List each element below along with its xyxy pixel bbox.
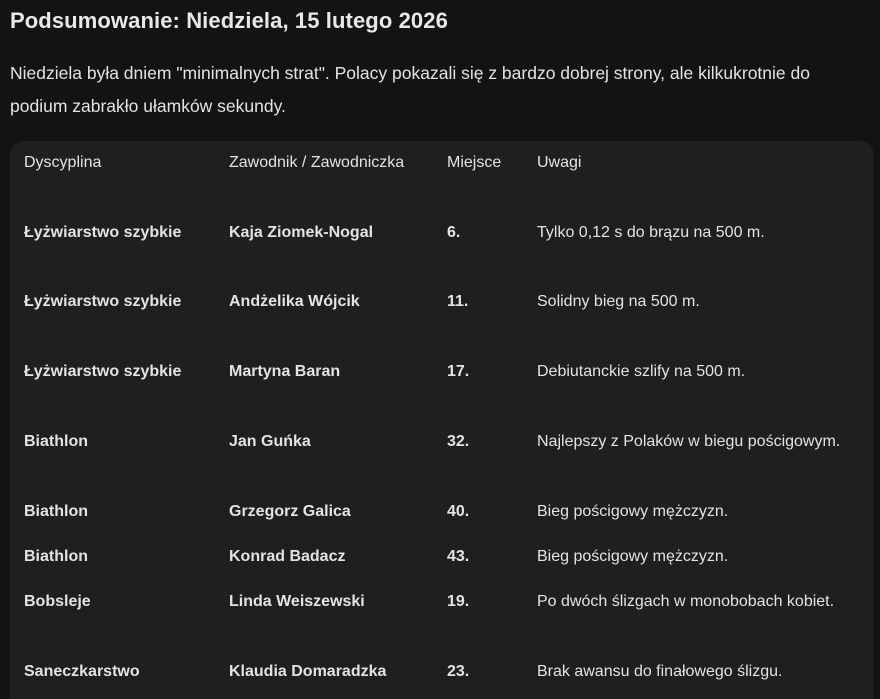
cell-notes: Debiutanckie szlify na 500 m. — [537, 363, 746, 380]
cell-discipline: Biathlon — [24, 433, 88, 450]
cell-place: 23. — [447, 663, 470, 680]
cell-athlete: Klaudia Domaradzka — [229, 663, 387, 680]
cell-athlete: Konrad Badacz — [229, 548, 346, 565]
cell-athlete: Grzegorz Galica — [229, 503, 351, 520]
header-discipline: Dyscyplina — [24, 154, 102, 171]
results-table — [10, 141, 874, 699]
cell-place: 43. — [447, 548, 470, 565]
cell-notes: Brak awansu do finałowego ślizgu. — [537, 663, 783, 680]
cell-athlete: Kaja Ziomek-Nogal — [229, 224, 374, 241]
cell-notes: Bieg pościgowy mężczyzn. — [537, 503, 729, 520]
cell-notes: Solidny bieg na 500 m. — [537, 293, 700, 310]
header-notes: Uwagi — [537, 154, 582, 171]
cell-discipline: Łyżwiarstwo szybkie — [24, 293, 182, 310]
cell-place: 11. — [447, 293, 469, 310]
cell-place: 17. — [447, 363, 470, 380]
page-title: Podsumowanie: Niedziela, 15 lutego 2026 — [10, 8, 448, 33]
cell-athlete: Jan Guńka — [229, 433, 311, 450]
cell-discipline: Saneczkarstwo — [24, 663, 140, 680]
cell-athlete: Linda Weiszewski — [229, 593, 365, 610]
header-athlete: Zawodnik / Zawodniczka — [229, 154, 405, 171]
cell-place: 32. — [447, 433, 470, 450]
cell-discipline: Biathlon — [24, 548, 88, 565]
header-place: Miejsce — [447, 154, 502, 171]
cell-discipline: Biathlon — [24, 503, 88, 520]
cell-athlete: Martyna Baran — [229, 363, 341, 380]
cell-notes: Tylko 0,12 s do brązu na 500 m. — [537, 224, 765, 241]
cell-place: 6. — [447, 224, 461, 241]
cell-notes: Po dwóch ślizgach w monobobach kobiet. — [537, 593, 835, 610]
intro-paragraph: Niedziela była dniem "minimalnych strat". Polacy pokazali się z bardzo dobrej strony, ale kilkukrotnie do podium zabrakło ułamków sekundy. — [10, 63, 810, 116]
cell-athlete: Andżelika Wójcik — [229, 293, 360, 310]
cell-discipline: Łyżwiarstwo szybkie — [24, 363, 182, 380]
cell-notes: Bieg pościgowy mężczyzn. — [537, 548, 729, 565]
cell-place: 19. — [447, 593, 470, 610]
table-header-row — [10, 151, 874, 211]
cell-notes: Najlepszy z Polaków w biegu pościgowym. — [537, 433, 841, 450]
cell-discipline: Łyżwiarstwo szybkie — [24, 224, 182, 241]
cell-discipline: Bobsleje — [24, 593, 91, 610]
cell-place: 40. — [447, 503, 470, 520]
